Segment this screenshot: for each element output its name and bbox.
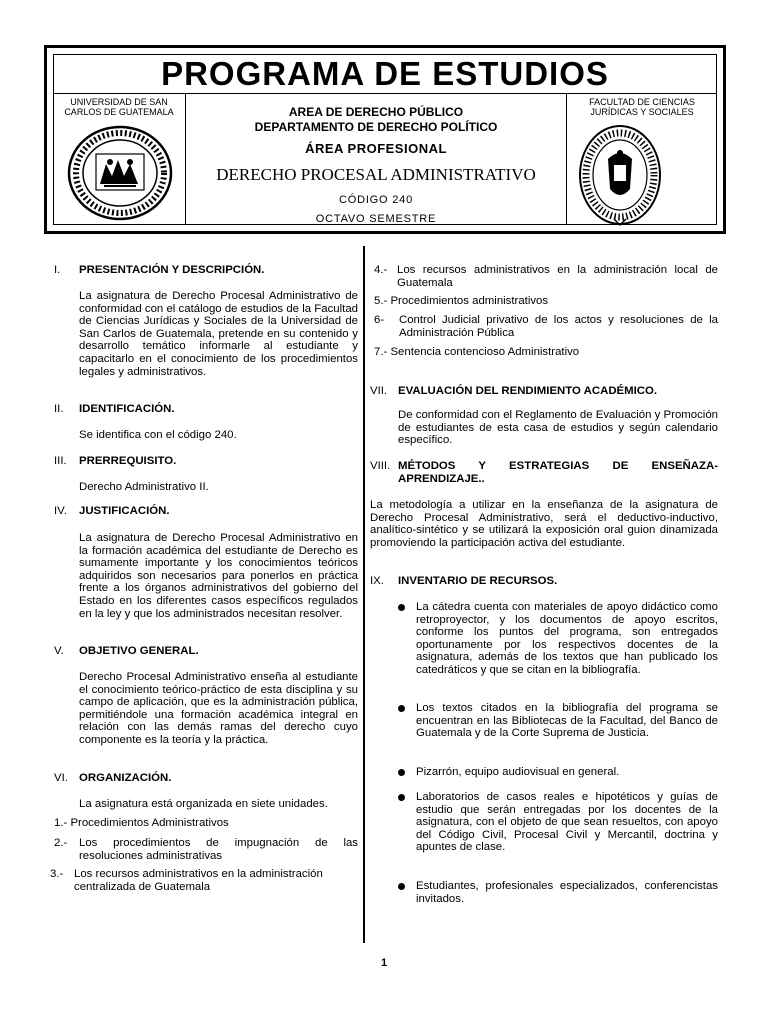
resource-item-1: La cátedra cuenta con materiales de apoyo didáctico como retroproyector, y los documentos de apoyo escritos, conforme los puntos del programa, son entregados oportunamente por los respectivos docentes de la asignatura, además de los textos que han publicado los catedráticos y que se citan en la bibliografía. [416,601,718,676]
section-1-number: I. [54,264,61,276]
section-7-number: VII. [370,385,388,397]
section-2-number: II. [54,403,64,415]
section-7-title: EVALUACIÓN DEL RENDIMIENTO ACADÉMICO. [398,385,658,397]
section-5-body: Derecho Procesal Administrativo enseña al estudiante el conocimiento teórico-práctico de esta disciplina y su campo de aplicación, que es la administración pública, permitiéndole una formación académica integral en relación con las demás ramas del derecho cuyo componente es la teoría y la práctica. [79,671,358,746]
unit-4-number: 4.- [374,264,388,276]
bullet-icon [398,883,405,890]
left-institution-label: UNIVERSIDAD DE SAN CARLOS DE GUATEMALA [64,97,174,117]
section-9-number: IX. [370,575,384,587]
bullet-icon [398,604,405,611]
unit-6-text: Control Judicial privativo de los actos y resoluciones de la Administración Pública [399,314,718,339]
course-name: DERECHO PROCESAL ADMINISTRATIVO [216,165,536,184]
unit-4-text: Los recursos administrativos en la administración local de Guatemala [397,264,718,289]
section-8-title: MÉTODOS Y ESTRATEGIAS DE ENSEÑAZA-APRENDIZAJE.. [398,460,718,485]
unit-2-number: 2.- [54,837,68,849]
right-faculty-label: FACULTAD DE CIENCIAS JURÍDICAS Y SOCIALES [589,97,695,117]
unit-1: 1.- Procedimientos Administrativos [54,817,229,829]
unit-3-text: Los recursos administrativos en la administración centralizada de Guatemala [74,868,323,893]
section-7-body: De conformidad con el Reglamento de Evaluación y Promoción de estudiantes de esta casa de estudios y según calendario específico. [398,409,718,447]
page-title: PROGRAMA DE ESTUDIOS [53,54,717,94]
bullet-icon [398,705,405,712]
section-8-body: La metodología a utilizar en la enseñanza de la asignatura de Derecho Procesal Administrativo, será el deductivo-inductivo, analítico-sintético y se utilizará la exposición oral guion dinamizada promoviendo la participación activa del estudiante. [370,499,718,549]
section-5-title: OBJETIVO GENERAL. [79,645,199,657]
section-6-title: ORGANIZACIÓN. [79,772,172,784]
unit-3-number: 3.- [50,868,64,880]
section-3-number: III. [54,455,67,467]
unit-6-number: 6- [374,314,385,326]
bullet-icon [398,769,405,776]
section-6-number: VI. [54,772,68,784]
section-5-number: V. [54,645,64,657]
unit-7: 7.- Sentencia contencioso Administrativo [374,346,580,358]
resource-item-2: Los textos citados en la bibliografía del programa se encuentran en las Bibliotecas de la Facultad, del Banco de Guatemala y de la Corte Suprema de Justicia. [416,702,718,740]
unit-2-text: Los procedimientos de impugnación de las resoluciones administrativas [79,837,358,862]
section-1-body: La asignatura de Derecho Procesal Administrativo de conformidad con el catálogo de estudios de la Facultad de Ciencias Jurídicas y Sociales de la Universidad de San Carlos de Guatemala, pretende en su contenido y desarrollo temático informarle al estudiante y capacitarlo en el conocimiento de los procedimientos legales y administrativos. [79,290,358,378]
section-4-body: La asignatura de Derecho Procesal Administrativo en la formación académica del estudiante de Derecho es sumamente importante y los conocimientos teóricos adquiridos son necesarios para ponerlos en práctica frente a los órganos administrativos del gobierno del Estado en los diferentes casos específicos regulados en la ley y que los administrados necesitan resolver. [79,532,358,620]
area-type-line: ÁREA PROFESIONAL [305,141,447,156]
bullet-icon [398,794,405,801]
page-number: 1 [380,957,388,969]
section-2-body: Se identifica con el código 240. [79,429,237,441]
resource-item-3: Pizarrón, equipo audiovisual en general. [416,766,620,778]
resource-item-4: Laboratorios de casos reales e hipotéticos y guías de estudio que serán entregadas por los docentes de la asignatura, con el objeto de que sean resueltos, con apoyo del Código Civil, Procesal Civil y Mercantil, doctrina y apuntes de clase. [416,791,718,854]
section-6-body: La asignatura está organizada en siete unidades. [79,798,328,810]
resource-item-5: Estudiantes, profesionales especializados, conferencistas invitados. [416,880,718,905]
course-code: CÓDIGO 240 [338,194,414,206]
unit-5: 5.- Procedimientos administrativos [374,295,549,307]
semester: OCTAVO SEMESTRE [315,213,437,225]
section-1-title: PRESENTACIÓN Y DESCRIPCIÓN. [79,264,265,276]
section-3-body: Derecho Administrativo II. [79,481,209,493]
section-4-title: JUSTIFICACIÓN. [79,505,170,517]
section-8-number: VIII. [370,460,391,472]
department-line: DEPARTAMENTO DE DERECHO POLÍTICO [254,120,498,134]
area-line: AREA DE DERECHO PÚBLICO [288,105,464,119]
section-2-title: IDENTIFICACIÓN. [79,403,175,415]
section-4-number: IV. [54,505,67,517]
section-3-title: PRERREQUISITO. [79,455,177,467]
section-9-title: INVENTARIO DE RECURSOS. [398,575,558,587]
